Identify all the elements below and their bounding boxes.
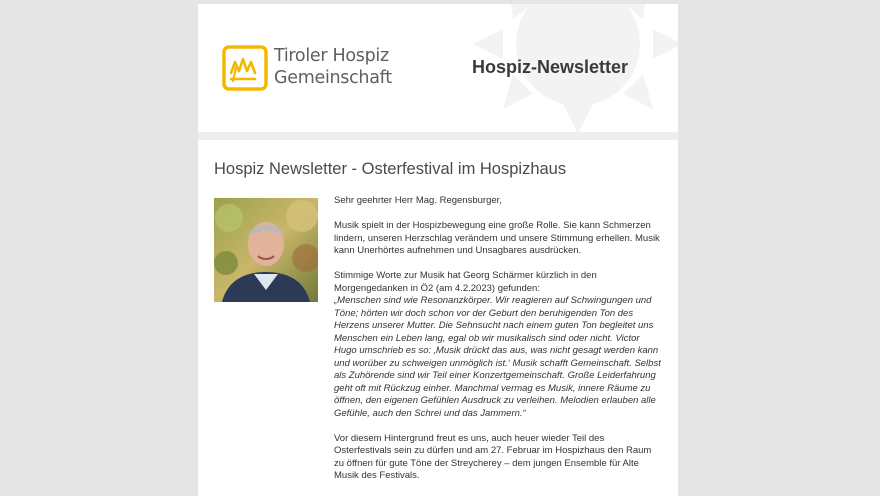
- newsletter-title: Hospiz-Newsletter: [472, 57, 629, 77]
- newsletter-container: [198, 4, 678, 496]
- logo-line-2: Gemeinschaft: [274, 68, 392, 88]
- logo-line-1: Tiroler Hospiz: [274, 46, 389, 66]
- paragraph-2-intro: Stimmige Worte zur Musik hat Georg Schärmer kürzlich in den Morgengedanken in Ö2 (am 4.2.2023) gefunden:: [334, 270, 597, 294]
- paragraph-3: Vor diesem Hintergrund freut es uns, auch heuer wieder Teil des Osterfestivals sein zu dürfen und am 27. Februar im Hospizhaus den Raum zu öffnen für gute Töne der Streycherey – dem jungen Ensemble für Alte Musik des Festivals.: [334, 432, 652, 481]
- author-portrait: [214, 198, 318, 302]
- paragraph-1: Musik spielt in der Hospizbewegung eine große Rolle. Sie kann Schmerzen lindern, unseren Herzschlag verändern und unsere Stimmung erhellen. Musik kann Unerhörtes aufnehmen und Unsagbares ausdrücken.: [334, 220, 660, 256]
- newsletter-header: [198, 4, 678, 132]
- article-body: [334, 195, 664, 495]
- quote-text: „Menschen sind wie Resonanzkörper. Wir reagieren auf Schwingungen und Töne; hörten wir doch schon vor der Geburt den beruhigenden Ton des Herzens unserer Mutter. Die Sehnsucht nach einem guten Ton begleitet uns Menschen ein Leben lang, egal ob wir musikalisch sind oder nicht. Victor Hugo umschrieb es so: ‚Musik drückt das aus, was nicht gesagt werden kann und worüber zu schweigen unmöglich ist.‘ Musik schafft Gemeinschaft. Selbst als Zuhörende sind wir Teil einer Konzertgemeinschaft. Große Leiderfahrung geht oft mit Rückzug einher. Manchmal vermag es Musik, innere Räume zu öffnen, den eigenen Gefühlen Ausdruck zu verleihen. Melodien erlauben alle Gefühle, auch den Schrei und das Jammern.“: [334, 295, 661, 419]
- greeting: Sehr geehrter Herr Mag. Regensburger,: [334, 195, 502, 206]
- logo-wordmark: [274, 45, 392, 89]
- paragraph-2: [334, 270, 664, 420]
- header-divider: [198, 132, 678, 140]
- hospiz-logo-icon: [222, 45, 268, 91]
- article-title: Hospiz Newsletter - Osterfestival im Hospizhaus: [214, 160, 567, 178]
